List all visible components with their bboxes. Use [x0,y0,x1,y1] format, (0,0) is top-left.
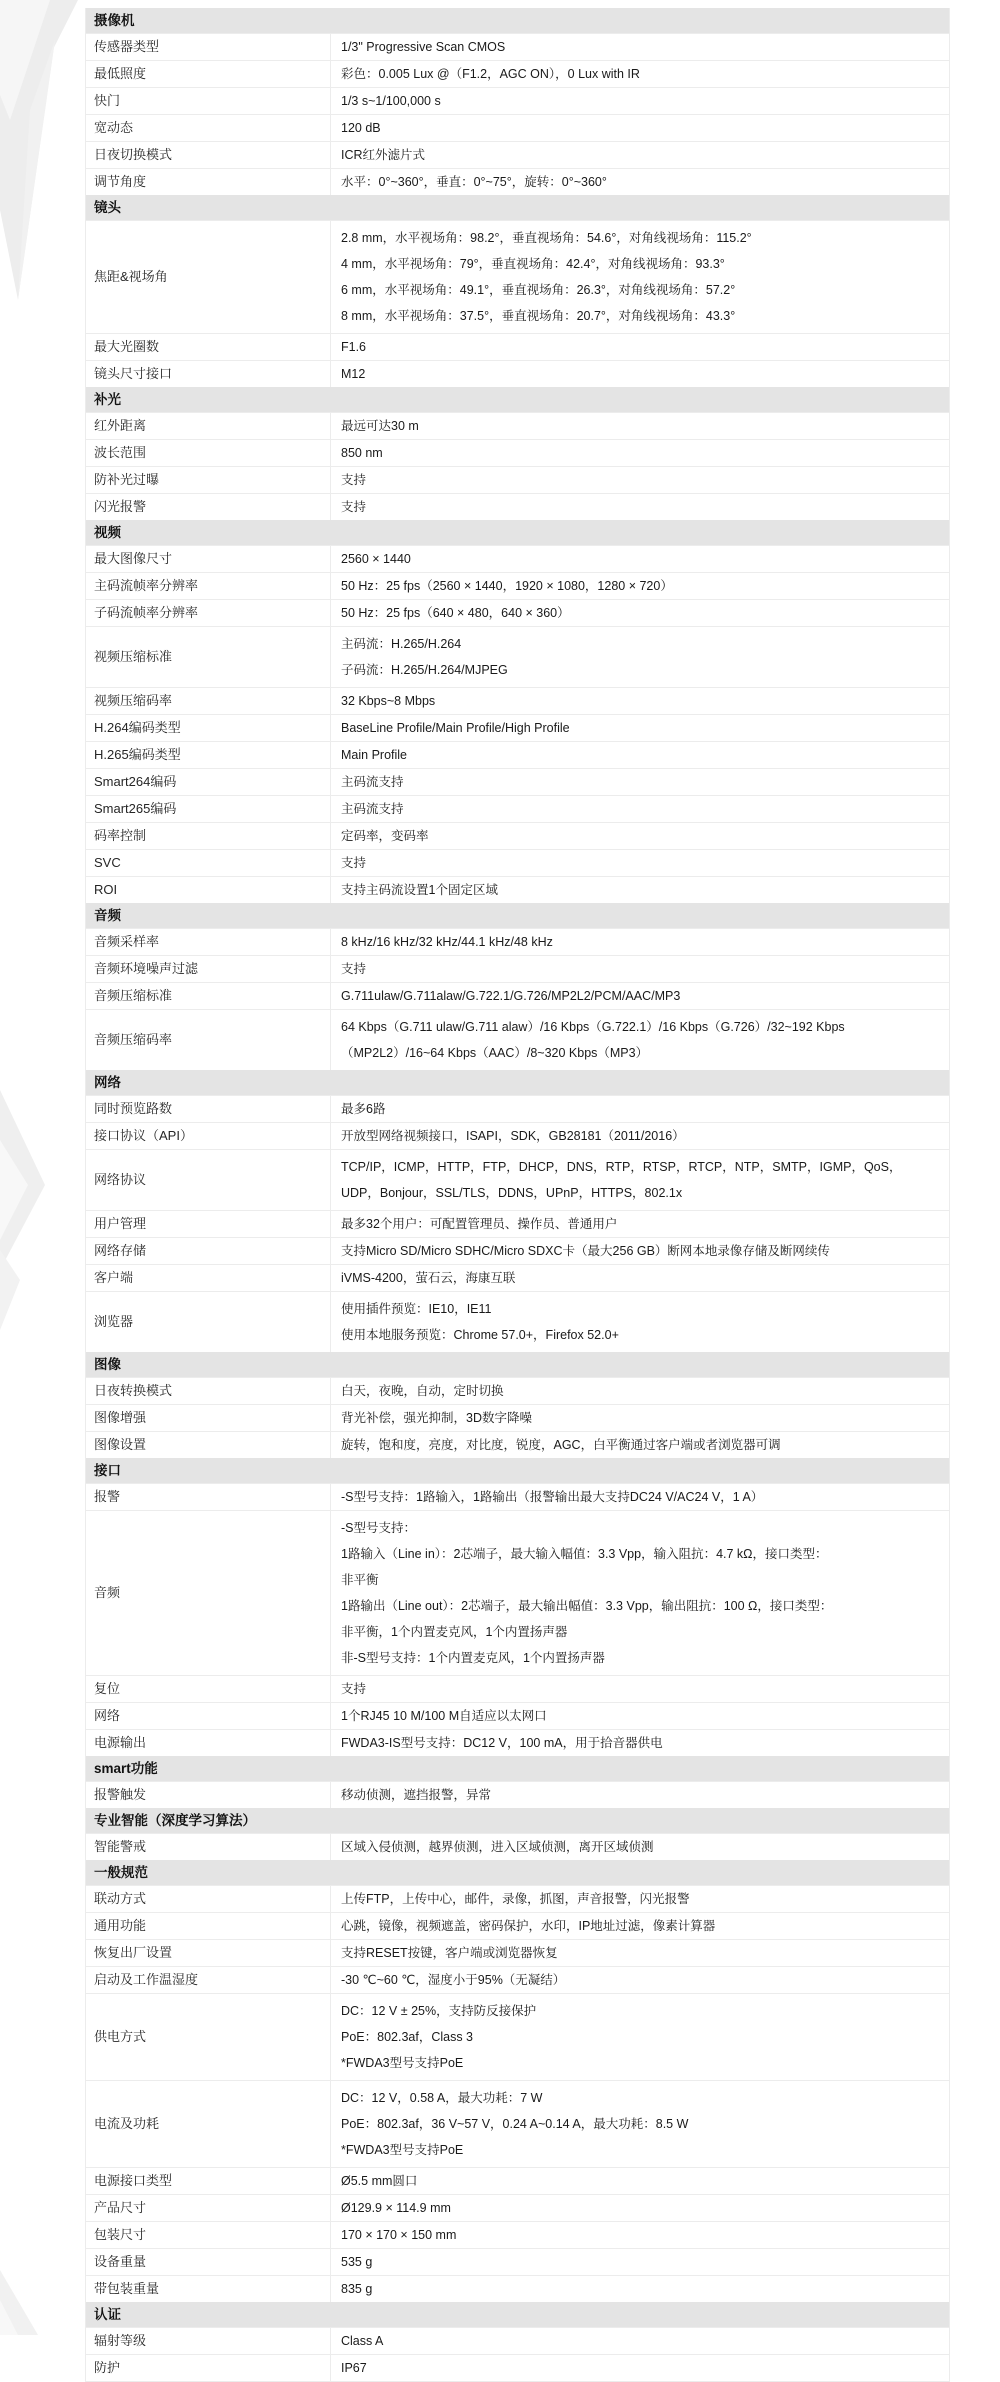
spec-row [86,493,949,520]
spec-label: 子码流帧率分辨率 [86,600,331,626]
spec-value-line: 使用本地服务预览：Chrome 57.0+，Firefox 52.0+ [341,1328,619,1342]
spec-label: 视频压缩码率 [86,688,331,714]
spec-value [331,413,949,439]
spec-label: 智能警戒 [86,1834,331,1860]
spec-value-line: 支持RESET按键，客户端或浏览器恢复 [341,1946,558,1960]
spec-value [331,877,949,903]
spec-value [331,34,949,60]
watermark-top-left-shape [0,0,78,300]
spec-label: 报警 [86,1484,331,1510]
spec-value-line: 支持Micro SD/Micro SDHC/Micro SDXC卡（最大256 GB）断网本地录像存储及断网续传 [341,1244,830,1258]
spec-value [331,115,949,141]
spec-label: 同时预览路数 [86,1096,331,1122]
spec-row [86,412,949,439]
spec-value-line: iVMS-4200，萤石云，海康互联 [341,1271,516,1285]
spec-value [331,1432,949,1458]
spec-value-line: M12 [341,367,366,381]
spec-label: 电源输出 [86,1730,331,1756]
spec-value-line: ICR红外滤片式 [341,148,426,162]
spec-label: 客户端 [86,1265,331,1291]
section-header: 图像 [86,1352,949,1377]
spec-value [331,796,949,822]
spec-value-line: 1/3 s~1/100,000 s [341,94,441,108]
spec-value-line: 区域入侵侦测，越界侦测，进入区域侦测，离开区域侦测 [341,1840,654,1854]
spec-row [86,2221,949,2248]
spec-row [86,714,949,741]
spec-label: 波长范围 [86,440,331,466]
spec-row [86,1264,949,1291]
spec-value [331,1405,949,1431]
spec-value-line: 8 mm，水平视场角：37.5°，垂直视场角：20.7°，对角线视场角：43.3° [341,309,736,323]
spec-value-line: 1个RJ45 10 M/100 M自适应以太网口 [341,1709,547,1723]
spec-value [331,1913,949,1939]
spec-value [331,1265,949,1291]
spec-row [86,1291,949,1352]
spec-label: 带包装重量 [86,2276,331,2302]
section-header: 摄像机 [86,8,949,33]
spec-value-line: 移动侦测，遮挡报警，异常 [341,1788,492,1802]
spec-value [331,850,949,876]
spec-value [331,546,949,572]
spec-value [331,929,949,955]
section-header: 补光 [86,387,949,412]
spec-row [86,1149,949,1210]
spec-value [331,1886,949,1912]
spec-row [86,928,949,955]
spec-label: 设备重量 [86,2249,331,2275]
spec-value [331,1150,949,1210]
spec-value-line: 50 Hz：25 fps（2560 × 1440，1920 × 1080，1280 × 720） [341,579,673,593]
spec-value [331,494,949,520]
spec-value-line: 850 nm [341,446,383,460]
spec-value-line: PoE：802.3af，36 V~57 V，0.24 A~0.14 A，最大功耗：8.5 W [341,2117,689,2131]
spec-row [86,768,949,795]
spec-value [331,142,949,168]
spec-row [86,545,949,572]
spec-label: 码率控制 [86,823,331,849]
spec-value-line: （MP2L2）/16~64 Kbps（AAC）/8~320 Kbps（MP3） [341,1046,649,1060]
spec-value [331,1211,949,1237]
spec-value-line: *FWDA3型号支持PoE [341,2143,464,2157]
spec-row [86,114,949,141]
spec-row [86,849,949,876]
spec-value-line: 开放型网络视频接口，ISAPI，SDK，GB28181（2011/2016） [341,1129,685,1143]
spec-value [331,1123,949,1149]
spec-value [331,573,949,599]
spec-row [86,141,949,168]
spec-label: 通用功能 [86,1913,331,1939]
spec-value-line: Ø5.5 mm圆口 [341,2174,418,2188]
spec-value [331,1676,949,1702]
section-header: 专业智能（深度学习算法） [86,1808,949,1833]
spec-row [86,220,949,333]
spec-value [331,1730,949,1756]
spec-value-line: 水平：0°~360°，垂直：0°~75°，旋转：0°~360° [341,175,607,189]
spec-label: 音频压缩标准 [86,983,331,1009]
spec-value [331,688,949,714]
spec-value [331,1010,949,1070]
spec-value-line: UDP，Bonjour，SSL/TLS，DDNS，UPnP，HTTPS，802.1x [341,1186,683,1200]
spec-label: 传感器类型 [86,34,331,60]
spec-label: Smart265编码 [86,796,331,822]
spec-row [86,87,949,114]
spec-value [331,715,949,741]
spec-row [86,741,949,768]
spec-value [331,983,949,1009]
spec-value [331,1967,949,1993]
spec-row [86,1431,949,1458]
spec-label: 红外距离 [86,413,331,439]
spec-value [331,1238,949,1264]
spec-value-line: TCP/IP，ICMP，HTTP，FTP，DHCP，DNS，RTP，RTSP，RTCP，NTP，SMTP，IGMP，QoS， [341,1160,902,1174]
spec-row [86,360,949,387]
spec-value-line: 主码流支持 [341,775,404,789]
section-header: 视频 [86,520,949,545]
spec-row [86,2194,949,2221]
spec-row [86,2080,949,2167]
spec-row [86,333,949,360]
spec-value [331,221,949,333]
spec-value-line: 心跳，镜像，视频遮盖，密码保护，水印，IP地址过滤，像素计算器 [341,1919,716,1933]
spec-label: 音频压缩码率 [86,1010,331,1070]
spec-value-line: 旋转，饱和度，亮度，对比度，锐度，AGC，白平衡通过客户端或者浏览器可调 [341,1438,781,1452]
spec-value-line: 8 kHz/16 kHz/32 kHz/44.1 kHz/48 kHz [341,935,553,949]
spec-value [331,1292,949,1352]
spec-label: 焦距&视场角 [86,221,331,333]
spec-label: 复位 [86,1676,331,1702]
spec-row [86,599,949,626]
spec-row [86,1781,949,1808]
spec-label: 防护 [86,2355,331,2381]
spec-label: 调节角度 [86,169,331,195]
spec-value [331,1484,949,1510]
spec-row [86,2275,949,2302]
spec-value-line: FWDA3-IS型号支持：DC12 V，100 mA，用于拾音器供电 [341,1736,663,1750]
spec-row [86,1404,949,1431]
spec-row [86,1833,949,1860]
section-header: 一般规范 [86,1860,949,1885]
spec-label: 电源接口类型 [86,2168,331,2194]
spec-value-line: 最远可达30 m [341,419,419,433]
spec-row [86,1210,949,1237]
spec-value-line: 170 × 170 × 150 mm [341,2228,457,2242]
watermark-middle-left-shape [0,1090,45,1330]
spec-row [86,1510,949,1675]
spec-value-line: 64 Kbps（G.711 ulaw/G.711 alaw）/16 Kbps（G.722.1）/16 Kbps（G.726）/32~192 Kbps [341,1020,845,1034]
spec-value-line: -S型号支持： [341,1521,417,1535]
spec-label: 日夜转换模式 [86,1378,331,1404]
spec-row [86,1122,949,1149]
spec-row [86,1702,949,1729]
spec-value-line: 4 mm，水平视场角：79°，垂直视场角：42.4°，对角线视场角：93.3° [341,257,725,271]
section-header: 接口 [86,1458,949,1483]
spec-value-line: DC：12 V，0.58 A，最大功耗：7 W [341,2091,543,2105]
spec-value [331,88,949,114]
spec-value [331,1378,949,1404]
spec-value [331,334,949,360]
section-header: smart功能 [86,1756,949,1781]
spec-label: 图像设置 [86,1432,331,1458]
spec-label: 网络协议 [86,1150,331,1210]
spec-label: 图像增强 [86,1405,331,1431]
spec-value-line: Ø129.9 × 114.9 mm [341,2201,451,2215]
section-header: 认证 [86,2302,949,2327]
spec-row [86,1885,949,1912]
spec-label: H.265编码类型 [86,742,331,768]
spec-value-line: 非平衡，1个内置麦克风，1个内置扬声器 [341,1625,568,1639]
spec-label: 包装尺寸 [86,2222,331,2248]
spec-value-line: 支持 [341,500,367,514]
spec-value [331,1834,949,1860]
spec-value [331,956,949,982]
spec-value-line: F1.6 [341,340,367,354]
spec-row [86,1237,949,1264]
spec-label: ROI [86,877,331,903]
spec-row [86,1095,949,1122]
spec-value-line: 支持 [341,856,367,870]
spec-value [331,627,949,687]
spec-table [85,8,950,2382]
spec-value-line: 支持 [341,962,367,976]
section-header: 音频 [86,903,949,928]
spec-value [331,2328,949,2354]
spec-value-line: 上传FTP，上传中心，邮件，录像，抓图，声音报警，闪光报警 [341,1892,690,1906]
spec-value [331,1994,949,2080]
spec-label: 最大图像尺寸 [86,546,331,572]
spec-value [331,1782,949,1808]
spec-label: 闪光报警 [86,494,331,520]
spec-label: 联动方式 [86,1886,331,1912]
spec-label: H.264编码类型 [86,715,331,741]
spec-row [86,2167,949,2194]
spec-label: 电流及功耗 [86,2081,331,2167]
spec-value-line: Class A [341,2334,384,2348]
spec-value-line: 支持 [341,1682,367,1696]
spec-value [331,1940,949,1966]
spec-row [86,2248,949,2275]
spec-label: 浏览器 [86,1292,331,1352]
spec-value [331,1096,949,1122]
spec-value [331,823,949,849]
spec-label: 快门 [86,88,331,114]
section-header: 网络 [86,1070,949,1095]
spec-row [86,982,949,1009]
spec-label: 宽动态 [86,115,331,141]
spec-value-line: 彩色：0.005 Lux @（F1.2，AGC ON），0 Lux with IR [341,67,640,81]
spec-value [331,440,949,466]
spec-label: 接口协议（API） [86,1123,331,1149]
spec-value-line: 32 Kbps~8 Mbps [341,694,436,708]
spec-row [86,1675,949,1702]
spec-row [86,1966,949,1993]
spec-value-line: 主码流：H.265/H.264 [341,637,462,651]
spec-label: 辐射等级 [86,2328,331,2354]
spec-label: 镜头尺寸接口 [86,361,331,387]
spec-row [86,439,949,466]
spec-value-line: 50 Hz：25 fps（640 × 480，640 × 360） [341,606,570,620]
spec-value-line: 主码流支持 [341,802,404,816]
spec-value-line: G.711ulaw/G.711alaw/G.722.1/G.726/MP2L2/PCM/AAC/MP3 [341,989,681,1003]
spec-row [86,1729,949,1756]
spec-label: 产品尺寸 [86,2195,331,2221]
spec-label: 最低照度 [86,61,331,87]
spec-row [86,955,949,982]
spec-value-line: 白天，夜晚，自动，定时切换 [341,1384,504,1398]
spec-value-line: 最多6路 [341,1102,386,1116]
spec-value [331,2249,949,2275]
spec-label: 音频采样率 [86,929,331,955]
spec-value-line: 1/3" Progressive Scan CMOS [341,40,506,54]
spec-label: 网络 [86,1703,331,1729]
spec-value [331,361,949,387]
spec-label: 最大光圈数 [86,334,331,360]
spec-value [331,467,949,493]
spec-row [86,1377,949,1404]
spec-label: 报警触发 [86,1782,331,1808]
spec-value [331,1703,949,1729]
spec-row [86,1912,949,1939]
spec-label: 视频压缩标准 [86,627,331,687]
spec-value-line: 835 g [341,2282,373,2296]
spec-value [331,61,949,87]
spec-value [331,2081,949,2167]
spec-value-line: 6 mm，水平视场角：49.1°，垂直视场角：26.3°，对角线视场角：57.2° [341,283,736,297]
spec-value-line: 1路输入（Line in）：2芯端子，最大输入幅值：3.3 Vpp，输入阻抗：4.7 kΩ，接口类型： [341,1547,828,1561]
section-header: 镜头 [86,195,949,220]
spec-value-line: 非-S型号支持：1个内置麦克风，1个内置扬声器 [341,1651,605,1665]
spec-row [86,795,949,822]
spec-label: 供电方式 [86,1994,331,2080]
spec-value-line: 1路输出（Line out）：2芯端子，最大输出幅值：3.3 Vpp，输出阻抗：100 Ω，接口类型： [341,1599,833,1613]
spec-row [86,33,949,60]
spec-row [86,1939,949,1966]
spec-value-line: Main Profile [341,748,407,762]
spec-value-line: -S型号支持：1路输入，1路输出（报警输出最大支持DC24 V/AC24 V，1 A） [341,1490,764,1504]
spec-value-line: 使用插件预览：IE10，IE11 [341,1302,492,1316]
spec-value-line: 支持主码流设置1个固定区域 [341,883,498,897]
spec-value-line: 最多32个用户：可配置管理员、操作员、普通用户 [341,1217,618,1231]
spec-row [86,687,949,714]
spec-label: 日夜切换模式 [86,142,331,168]
spec-label: 音频 [86,1511,331,1675]
spec-value-line: BaseLine Profile/Main Profile/High Profile [341,721,570,735]
spec-value [331,2168,949,2194]
spec-row [86,876,949,903]
spec-label: 网络存储 [86,1238,331,1264]
spec-value [331,2195,949,2221]
spec-label: SVC [86,850,331,876]
spec-value [331,742,949,768]
spec-row [86,1483,949,1510]
spec-value [331,2222,949,2248]
spec-label: 恢复出厂设置 [86,1940,331,1966]
spec-value-line: 子码流：H.265/H.264/MJPEG [341,663,508,677]
spec-label: Smart264编码 [86,769,331,795]
spec-value [331,769,949,795]
spec-row [86,572,949,599]
spec-row [86,626,949,687]
spec-row [86,1993,949,2080]
spec-row [86,466,949,493]
spec-value-line: 支持 [341,473,367,487]
spec-label: 防补光过曝 [86,467,331,493]
spec-row [86,1009,949,1070]
spec-value [331,600,949,626]
spec-row [86,168,949,195]
spec-label: 用户管理 [86,1211,331,1237]
spec-value [331,169,949,195]
spec-value-line: PoE：802.3af，Class 3 [341,2030,474,2044]
spec-value-line: -30 ℃~60 ℃，湿度小于95%（无凝结） [341,1973,566,1987]
spec-value-line: *FWDA3型号支持PoE [341,2056,464,2070]
spec-value-line: 非平衡 [341,1573,379,1587]
spec-value-line: DC：12 V ± 25%，支持防反接保护 [341,2004,537,2018]
watermark-bottom-left-shape [0,2270,38,2335]
spec-row [86,60,949,87]
spec-label: 主码流帧率分辨率 [86,573,331,599]
spec-row [86,822,949,849]
spec-value-line: 120 dB [341,121,381,135]
spec-value-line: 背光补偿，强光抑制，3D数字降噪 [341,1411,532,1425]
spec-value-line: IP67 [341,2361,367,2375]
spec-label: 音频环境噪声过滤 [86,956,331,982]
spec-value [331,2355,949,2381]
spec-value [331,1511,949,1675]
spec-value-line: 535 g [341,2255,373,2269]
spec-value-line: 2560 × 1440 [341,552,411,566]
spec-row [86,2354,949,2381]
spec-label: 启动及工作温湿度 [86,1967,331,1993]
spec-row [86,2327,949,2354]
spec-value-line: 定码率，变码率 [341,829,429,843]
spec-value-line: 2.8 mm，水平视场角：98.2°，垂直视场角：54.6°，对角线视场角：115.2° [341,231,752,245]
spec-value [331,2276,949,2302]
